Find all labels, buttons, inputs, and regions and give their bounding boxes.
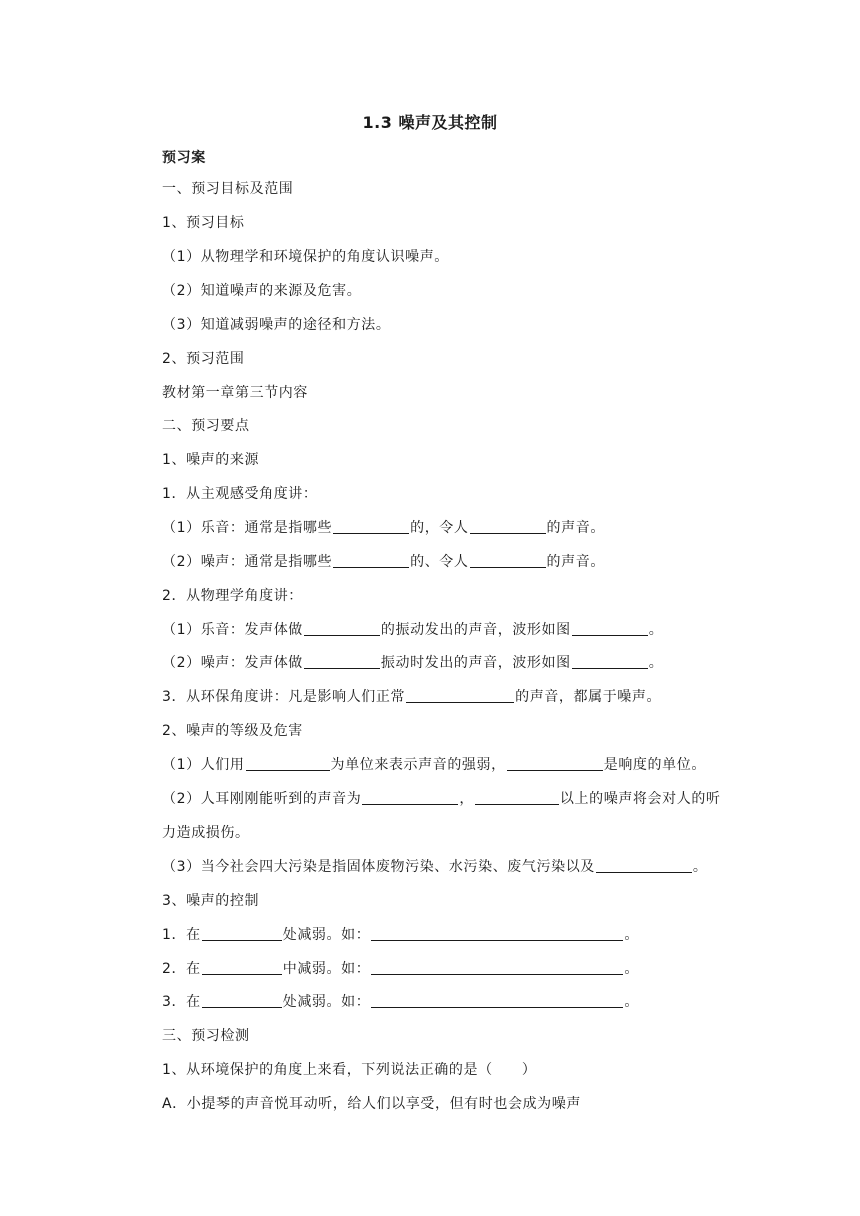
text-segment: 3．在 [162,994,201,1010]
source-heading: 1、噪声的来源 [162,452,260,468]
text-segment: （1）乐音：通常是指哪些 [162,520,333,536]
document-title: 1.3 噪声及其控制 [362,113,498,132]
fill-in-blank[interactable] [507,756,603,771]
fill-in-blank[interactable] [246,756,330,771]
text-segment: 振动时发出的声音，波形如图 [380,655,571,671]
fill-in-blank[interactable] [475,790,559,805]
text-segment: 的声音，都属于噪声。 [515,689,662,705]
question-1: 1、从环境保护的角度上来看，下列说法正确的是（ ） [162,1062,537,1078]
text-segment: 处减弱。如： [282,994,371,1010]
range-text: 教材第一章第三节内容 [162,385,308,401]
text-segment: 。 [624,994,639,1010]
physics-noise-line [162,653,663,673]
control-line [162,925,639,945]
goal-item: （3）知道减弱噪声的途径和方法。 [162,317,391,333]
text-segment: 。 [624,961,639,977]
physics-heading: 2．从物理学角度讲： [162,588,303,604]
range-heading: 2、预习范围 [162,351,245,367]
fill-in-blank[interactable] [202,993,282,1008]
fill-in-blank[interactable] [371,926,623,941]
fill-in-blank[interactable] [362,790,458,805]
fill-in-blank[interactable] [470,553,546,568]
text-segment: （3）当今社会四大污染是指固体废物污染、水污染、废气污染以及 [162,859,595,875]
level-line-3 [162,857,708,877]
section-header: 预习案 [162,150,206,166]
level-line-2-continued: 力造成损伤。 [162,825,250,841]
text-segment: 的声音。 [546,554,605,570]
fill-in-blank[interactable] [304,654,380,669]
text-segment: （2）噪声：通常是指哪些 [162,554,333,570]
control-heading: 3、噪声的控制 [162,893,260,909]
fill-in-blank[interactable] [202,926,282,941]
part2-heading: 二、预习要点 [162,418,250,434]
fill-in-blank[interactable] [202,960,282,975]
fill-in-blank[interactable] [333,519,409,534]
text-segment: 2．在 [162,961,201,977]
goal-heading: 1、预习目标 [162,215,245,231]
text-segment: 以上的噪声将会对人的听 [559,791,721,807]
text-segment: 是响度的单位。 [603,757,706,773]
goal-item: （1）从物理学和环境保护的角度认识噪声。 [162,249,449,265]
fill-in-blank[interactable] [333,553,409,568]
text-segment: （2）人耳刚刚能听到的声音为 [162,791,362,807]
question-1-option-a: A．小提琴的声音悦耳动听，给人们以享受，但有时也会成为噪声 [162,1096,581,1112]
text-segment: 。 [692,859,708,875]
text-segment: 。 [624,927,639,943]
text-segment: 为单位来表示声音的强弱， [330,757,506,773]
text-segment: 。 [648,655,664,671]
text-segment: 3．从环保角度讲：凡是影响人们正常 [162,689,406,705]
text-segment: 的振动发出的声音，波形如图 [380,622,571,638]
fill-in-blank[interactable] [470,519,546,534]
subjective-noise-line [162,552,605,572]
fill-in-blank[interactable] [371,960,623,975]
text-segment: 中减弱。如： [282,961,371,977]
text-segment: （1）人们用 [162,757,245,773]
text-segment: 的，令人 [410,520,469,536]
text-segment: 处减弱。如： [282,927,371,943]
control-line [162,992,639,1012]
text-segment: 。 [648,622,664,638]
control-line [162,959,639,979]
fill-in-blank[interactable] [406,688,514,703]
goal-item: （2）知道噪声的来源及危害。 [162,283,362,299]
subjective-music-line [162,518,605,538]
text-segment: ， [459,791,474,807]
part3-heading: 三、预习检测 [162,1028,250,1044]
fill-in-blank[interactable] [572,654,648,669]
level-line-1 [162,755,706,775]
text-segment: 的、令人 [410,554,469,570]
environment-line [162,687,661,707]
subjective-heading: 1．从主观感受角度讲： [162,486,318,502]
fill-in-blank[interactable] [596,858,692,873]
physics-music-line [162,620,663,640]
part1-heading: 一、预习目标及范围 [162,181,294,197]
level-line-2 [162,789,721,809]
text-segment: （2）噪声：发声体做 [162,655,303,671]
level-heading: 2、噪声的等级及危害 [162,723,303,739]
text-segment: 的声音。 [546,520,605,536]
text-segment: 1．在 [162,927,201,943]
fill-in-blank[interactable] [304,621,380,636]
fill-in-blank[interactable] [572,621,648,636]
fill-in-blank[interactable] [371,993,623,1008]
text-segment: （1）乐音：发声体做 [162,622,303,638]
